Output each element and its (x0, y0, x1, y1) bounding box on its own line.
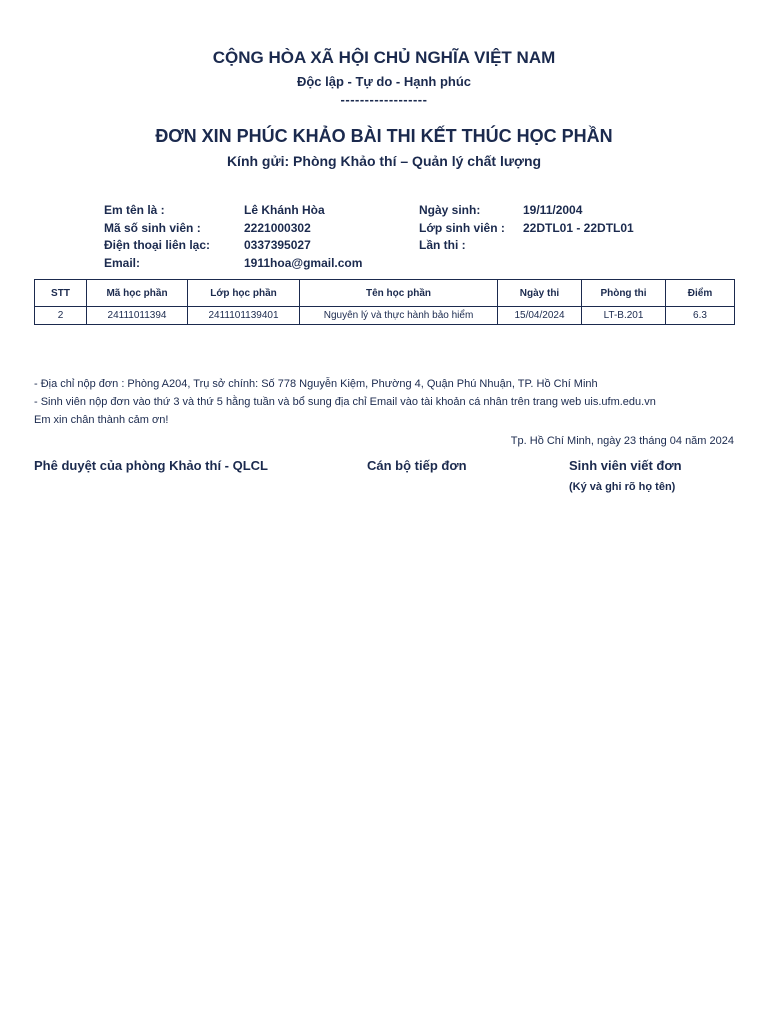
signature-instruction: (Ký và ghi rõ họ tên) (569, 481, 676, 493)
approval-signature-label: Phê duyệt của phòng Khảo thí - QLCL (34, 458, 268, 473)
dob-label: Ngày sinh: (419, 203, 481, 217)
schedule-note: - Sinh viên nộp đơn vào thứ 3 và thứ 5 hằng tuần và bổ sung địa chỉ Email vào tài khoản cá nhân trên trang web uis.ufm.edu.vn (34, 396, 656, 408)
table-row (35, 307, 735, 325)
column-header: Mã học phần (87, 280, 188, 307)
phone-label: Điện thoại liên lạc: (104, 238, 211, 252)
attempt-label: Lần thi : (419, 238, 466, 252)
table-header-row (35, 280, 735, 307)
column-header: Lớp học phần (188, 280, 300, 307)
national-motto: Độc lập - Tự do - Hạnh phúc (296, 74, 472, 89)
name-value: Lê Khánh Hòa (244, 203, 325, 217)
class-label: Lớp sinh viên : (419, 221, 505, 235)
student-id-label: Mã số sinh viên : (104, 221, 201, 235)
receiver-signature-label: Cán bộ tiếp đơn (367, 458, 467, 473)
date-line: Tp. Hồ Chí Minh, ngày 23 tháng 04 năm 2024 (510, 435, 734, 447)
name-label: Em tên là : (104, 203, 165, 217)
column-header: Tên học phần (300, 280, 498, 307)
phone-value: 0337395027 (244, 238, 311, 252)
table-cell: 15/04/2024 (498, 307, 582, 325)
column-header: Ngày thi (498, 280, 582, 307)
email-label: Email: (104, 256, 141, 270)
thanks-note: Em xin chân thành cảm ơn! (34, 414, 169, 426)
class-value: 22DTL01 - 22DTL01 (523, 221, 634, 235)
table-cell: 2411101139401 (188, 307, 300, 325)
header-divider: ------------------ (340, 92, 428, 107)
student-signature-label: Sinh viên viết đơn (569, 458, 682, 473)
form-title: ĐƠN XIN PHÚC KHẢO BÀI THI KẾT THÚC HỌC PHẦN (155, 126, 613, 146)
table-cell: Nguyên lý và thực hành bảo hiểm (300, 307, 498, 325)
recipient-line: Kính gửi: Phòng Khảo thí – Quản lý chất lượng (226, 153, 542, 169)
student-id-value: 2221000302 (244, 221, 311, 235)
column-header: STT (35, 280, 87, 307)
course-table (34, 279, 735, 325)
nation-header: CỘNG HÒA XÃ HỘI CHỦ NGHĨA VIỆT NAM (212, 48, 556, 67)
email-value: 1911hoa@gmail.com (244, 256, 363, 270)
table-cell: 2 (35, 307, 87, 325)
table-cell: 6.3 (666, 307, 735, 325)
column-header: Điểm (666, 280, 735, 307)
table-cell: LT-B.201 (582, 307, 666, 325)
column-header: Phòng thi (582, 280, 666, 307)
table-cell: 24111011394 (87, 307, 188, 325)
address-note: - Địa chỉ nộp đơn : Phòng A204, Trụ sở chính: Số 778 Nguyễn Kiệm, Phường 4, Quận Phú Nhuận, TP. Hồ Chí Minh (34, 378, 598, 390)
dob-value: 19/11/2004 (523, 203, 583, 217)
